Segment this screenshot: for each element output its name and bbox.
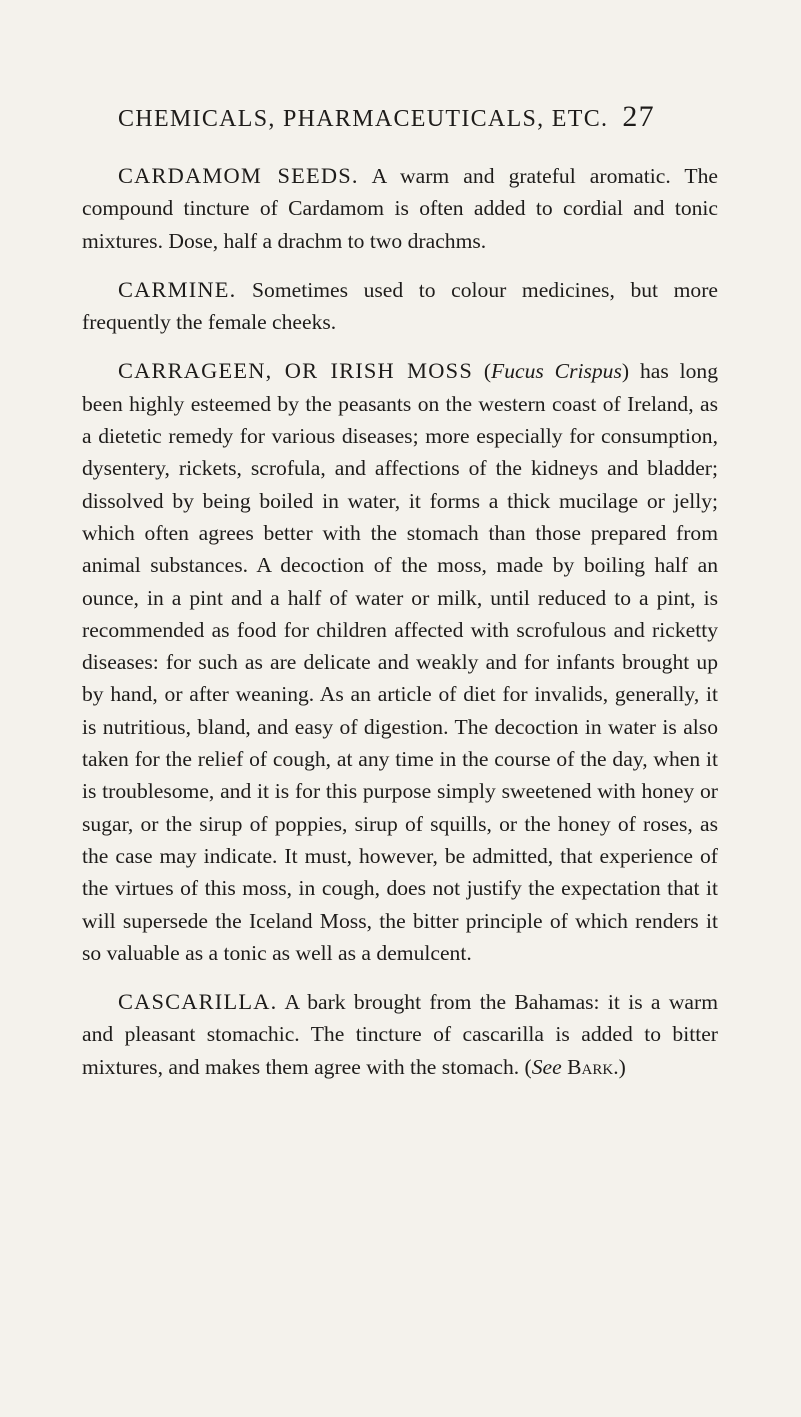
body-text <box>82 160 718 1100</box>
entry-headword: CARRAGEEN, OR IRISH MOSS <box>118 358 473 384</box>
xref-open: ( <box>524 1054 532 1079</box>
entry-carrageen <box>82 355 718 969</box>
entry-text: A warm and grateful aromatic. The compound tincture of Cardamom is often added to cordial and tonic mixtures. Dose, half a drachm to two drachms. <box>82 164 718 253</box>
paren-open: ( <box>472 359 492 384</box>
paren-close: ) <box>621 359 630 384</box>
latin-name: Fucus Crispus <box>491 359 622 384</box>
xref-close: ) <box>618 1054 626 1079</box>
entry-headword: CASCARILLA. <box>118 989 278 1015</box>
entry-text: has long been highly esteemed by the peasants on the western coast of Ireland, as a dietetic remedy for various diseases; more especially for consumption, dysentery, rickets, scrofula, and affections of the kidneys and bladder; dissolved by being boiled in water, it forms a thick mucilage or jelly; which often agrees better with the stomach than those prepared from animal substances. A decoction of the moss, made by boiling half an ounce, in a pint and a half of water or milk, until reduced to a pint, is recommended as food for children affected with scrofulous and ricketty diseases: for such as are delicate and weakly and for infants brought up by hand, or after weaning. As an article of diet for invalids, generally, it is nutritious, bland, and easy of digestion. The decoction in water is also taken for the relief of cough, at any time in the course of the day, when it is troublesome, and it is for this purpose simply sweetened with honey or sugar, or the sirup of poppies, sirup of squills, or the honey of roses, as the case may indicate. It must, however, be admitted, that experience of the virtues of this moss, in cough, does not justify the expectation that it will supersede the Iceland Moss, the bitter principle of which renders it so valuable as a tonic as well as a demulcent. <box>82 359 718 965</box>
running-title: CHEMICALS, PHARMACEUTICALS, ETC. <box>118 106 609 132</box>
entry-text: A bark brought from the Bahamas: it is a warm and pleasant stomachic. The tincture of cascarilla is added to bitter mixtures, and makes them agree with the stomach. <box>82 990 718 1079</box>
entry-headword: CARDAMOM SEEDS. <box>118 163 359 188</box>
xref-target: Bark. <box>561 1054 619 1079</box>
entry-text: Sometimes used to colour medicines, but more frequently the female cheeks. <box>82 277 718 335</box>
entry-headword: CARMINE. <box>118 276 237 302</box>
entry-cascarilla <box>82 986 718 1083</box>
running-header <box>118 100 718 134</box>
xref-see: See <box>531 1054 562 1079</box>
entry-carmine <box>82 274 718 339</box>
entry-cardamom <box>82 160 718 257</box>
page-number: 27 <box>622 100 655 133</box>
